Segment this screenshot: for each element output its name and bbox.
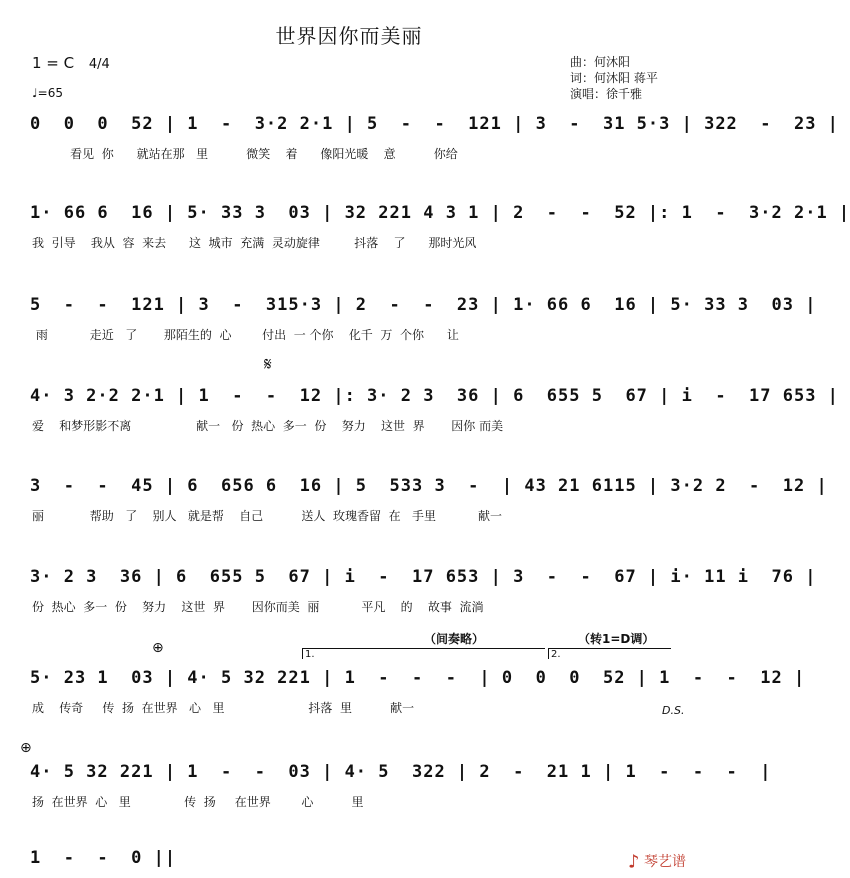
notation-line: 3· 2 3 36 | 6 655 5 67 | i - 17 653 | 3 - - 67 | i· 11 i 76 | xyxy=(30,567,817,587)
lyrics-line: 雨 走近 了 那陌生的 心 付出 一 个你 化千 万 个你 让 xyxy=(32,328,459,342)
key-signature xyxy=(32,54,110,72)
coda-sign-2: ⊕ xyxy=(20,740,32,756)
lyrics-line: 份 热心 多一 份 努力 这世 界 因你而美 丽 平凡 的 故事 流淌 xyxy=(32,600,484,614)
lyrics-line: 丽 帮助 了 别人 就是帮 自己 送人 玫瑰香留 在 手里 献一 xyxy=(32,509,502,523)
notation-line: 4· 5 32 221 | 1 - - 03 | 4· 5 322 | 2 - 21 1 | 1 - - - | xyxy=(30,762,772,782)
notation-line: 5 - - 121 | 3 - 315·3 | 2 - - 23 | 1· 66 6 16 | 5· 33 3 03 | xyxy=(30,295,817,315)
key-text: 1 = C xyxy=(32,54,75,72)
logo-text: 琴艺谱 xyxy=(644,853,686,870)
lyrics-line: 爱 和梦形影不离 献一 份 热心 多一 份 努力 这世 界 因你 而美 xyxy=(32,419,504,433)
notation-line: 1 - - 0 || xyxy=(30,848,177,868)
notation-line: 0 0 0 52 | 1 - 3·2 2·1 | 5 - - 121 | 3 - 31 5·3 | 322 - 23 | xyxy=(30,114,839,134)
notation-line: 5· 23 1 03 | 4· 5 32 221 | 1 - - - | 0 0 0 52 | 1 - - 12 | xyxy=(30,668,806,688)
song-title: 世界因你而美丽 xyxy=(275,24,423,48)
ds-mark: D.S. xyxy=(662,704,685,717)
notation-line: 1· 66 6 16 | 5· 33 3 03 | 32 221 4 3 1 | 2 - - 52 |: 1 - 3·2 2·1 | xyxy=(30,203,850,223)
credits-block xyxy=(570,54,658,102)
coda-sign-1: ⊕ xyxy=(152,640,164,656)
lyrics-line: 看见 你 就站在那 里 微笑 着 像阳光暖 意 你给 xyxy=(32,147,458,161)
modulation-note: （转1=D调） xyxy=(578,632,655,646)
second-ending-bracket: 2. xyxy=(548,648,671,659)
lyrics-line: 扬 在世界 心 里 传 扬 在世界 心 里 xyxy=(32,795,364,809)
interlude-note: （间奏略） xyxy=(424,632,485,646)
logo-icon: ♪ xyxy=(628,851,640,872)
notation-line: 3 - - 45 | 6 656 6 16 | 5 533 3 - | 43 21 6115 | 3·2 2 - 12 | xyxy=(30,476,828,496)
composer-credit: 曲：何沐阳 xyxy=(570,55,631,69)
tempo-mark: ♩=65 xyxy=(32,86,63,100)
notation-line: 4· 3 2·2 2·1 | 1 - - 12 |: 3· 2 3 36 | 6 655 5 67 | i - 17 653 | xyxy=(30,386,839,406)
lyricist-credit: 词：何沐阳 蒋平 xyxy=(570,71,658,85)
time-signature: 4/4 xyxy=(88,57,110,72)
singer-credit: 演唱：徐千雅 xyxy=(570,87,643,101)
lyrics-line: 成 传奇 传 扬 在世界 心 里 抖落 里 献一 xyxy=(32,701,415,715)
lyrics-line: 我 引导 我从 容 来去 这 城市 充满 灵动旋律 抖落 了 那时光风 xyxy=(32,236,477,250)
first-ending-bracket: 1. xyxy=(302,648,545,659)
segno-sign: 𝄋 xyxy=(264,354,272,375)
site-logo xyxy=(628,851,686,873)
